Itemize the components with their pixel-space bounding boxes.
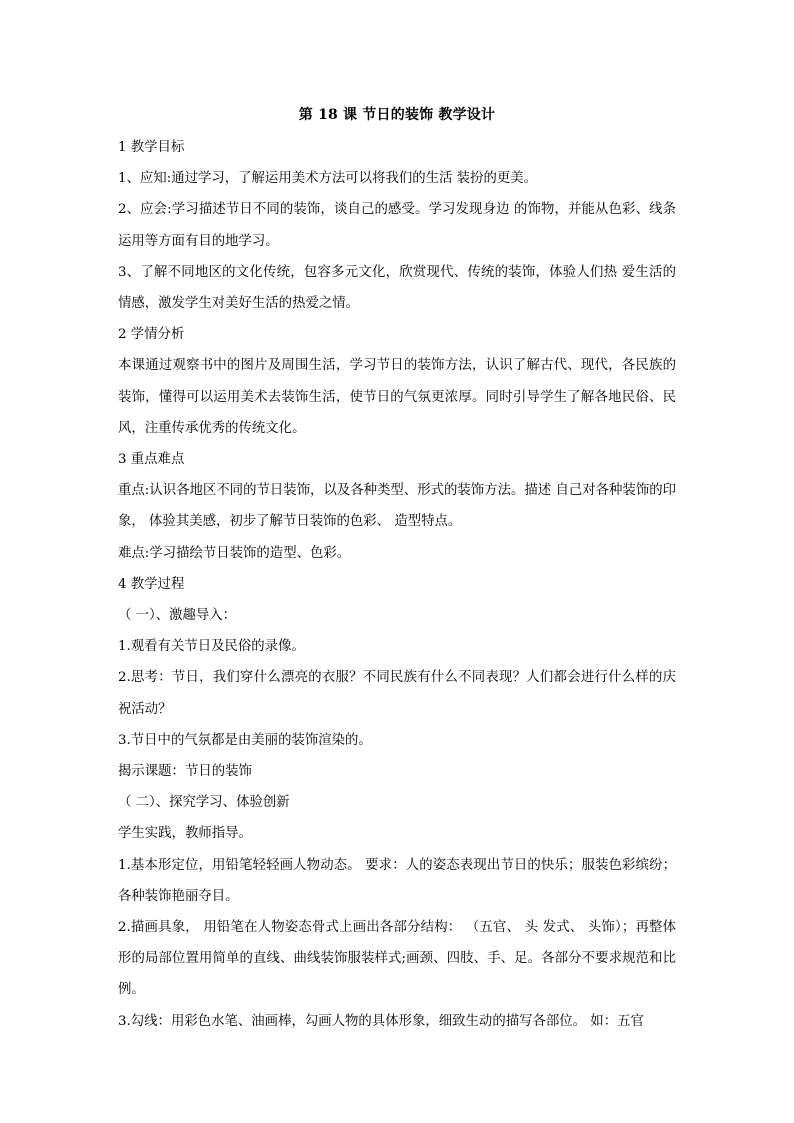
paragraph: 2.描画具象， 用铅笔在人物姿态骨式上画出各部分结构： （五官、 头 发式、 头饰）；再整体形的局部位置用简单的直线、曲线装饰服装样式;画颈、四肢、手、足。各部分不要求规范和比例。	[118, 920, 676, 998]
subheading: （ 二）、探究学习、体验创新	[118, 795, 290, 811]
paragraph: 2.思考：节日，我们穿什么漂亮的衣服？不同民族有什么不同表现？人们都会进行什么样的庆祝活动？	[118, 670, 676, 717]
heading-student-analysis: 2 学情分析	[118, 327, 185, 343]
paragraph: 难点:学习描绘节日装饰的造型、色彩。	[118, 545, 351, 561]
document-body	[118, 132, 676, 1037]
paragraph: 3.勾线：用彩色水笔、油画棒，勾画人物的具体形象，细致生动的描写各部位。 如：五官	[118, 1013, 644, 1029]
paragraph: 1、应知:通过学习，了解运用美术方法可以将我们的生活 装扮的更美。	[118, 171, 538, 187]
heading-teaching-process: 4 教学过程	[118, 576, 185, 592]
heading-teaching-goals: 1 教学目标	[118, 140, 185, 155]
paragraph: 本课通过观察书中的图片及周围生活，学习节日的装饰方法，认识了解古代、现代，各民族的装饰，懂得可以运用美术去装饰生活，使节日的气氛更浓厚。同时引导学生了解各地民俗、民风，注重传承优秀的传统文化。	[118, 358, 676, 436]
subheading: （ 一）、激趣导入：	[118, 608, 237, 624]
document-title: 第 18 课 节日的装饰 教学设计	[298, 107, 496, 123]
paragraph: 3.节日中的气氛都是由美丽的装饰渲染的。	[118, 732, 372, 748]
paragraph: 揭示课题：节日的装饰	[118, 764, 252, 780]
paragraph: 学生实践，教师指导。	[118, 826, 252, 842]
paragraph: 1.观看有关节日及民俗的录像。	[118, 639, 305, 655]
paragraph: 3、了解不同地区的文化传统，包容多元文化，欣赏现代、传统的装饰，体验人们热 爱生活的情感，激发学生对美好生活的热爱之情。	[118, 264, 676, 312]
paragraph: 重点:认识各地区不同的节日装饰，以及各种类型、形式的装饰方法。描述 自己对各种装饰的印象， 体验其美感，初步了解节日装饰的色彩、 造型特点。	[118, 483, 676, 530]
paragraph: 2、应会:学习描述节日不同的装饰，谈自己的感受。学习发现身边 的饰物，并能从色彩、线条运用等方面有目的地学习。	[118, 202, 676, 249]
heading-key-points: 3 重点难点	[118, 452, 185, 468]
paragraph: 1.基本形定位，用铅笔轻轻画人物动态。 要求：人的姿态表现出节日的快乐；服装色彩缤纷；各种装饰艳丽夺目。	[118, 857, 676, 904]
